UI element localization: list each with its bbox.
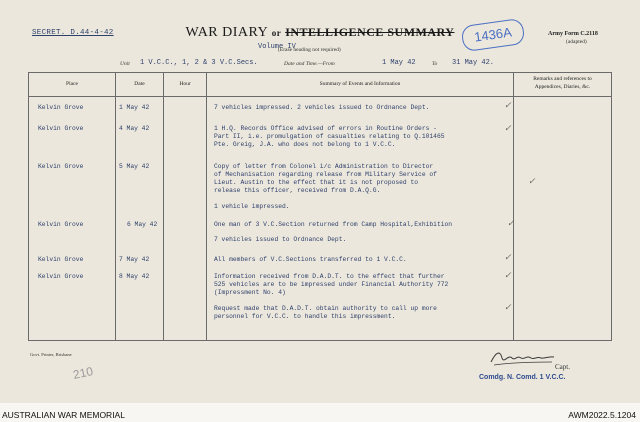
volume-label: Volume IV xyxy=(258,43,296,51)
unit-line xyxy=(0,58,640,70)
entry-place: Kelvin Grove xyxy=(38,125,84,132)
printer-imprint: Govt. Printer, Brisbane xyxy=(30,352,72,357)
entry-place: Kelvin Grove xyxy=(38,273,84,280)
pencil-tick-mark: ✓ xyxy=(504,252,512,262)
archive-stamp: 1436A xyxy=(460,18,525,52)
entry-summary-line: 1 H.Q. Records Office advised of errors in Routine Orders - xyxy=(214,125,437,132)
signature-rank: Capt. xyxy=(555,363,570,371)
col-header-remarks-1: Remarks and references to xyxy=(533,76,592,82)
entry-summary-line: 1 vehicle impressed. xyxy=(214,203,290,210)
entry-summary-line: One man of 3 V.C.Section returned from Camp Hospital,Exhibition xyxy=(214,221,453,228)
entry-summary-line: Request made that D.A.D.T. obtain authority to call up more xyxy=(214,305,437,312)
col-rule-summary xyxy=(206,72,207,340)
entry-date: 1 May 42 xyxy=(119,104,150,111)
title-intelligence-summary: INTELLIGENCE SUMMARY xyxy=(285,25,455,39)
form-title xyxy=(0,25,640,41)
entry-summary-line: Part II, i.e. promulgation of casualties relating to Q.101465 xyxy=(214,133,445,140)
pencil-tick-mark: ✓ xyxy=(528,176,536,186)
handwritten-signature xyxy=(488,346,558,368)
entry-summary-line: Pte. Greig, J.A. who does not belong to 1 V.C.C. xyxy=(214,141,396,148)
entry-place: Kelvin Grove xyxy=(38,221,84,228)
date-label: Date and Time.—From xyxy=(284,61,335,67)
pencil-tick-mark: ✓ xyxy=(504,100,512,110)
archive-credit: AUSTRALIAN WAR MEMORIAL xyxy=(2,410,125,420)
date-from-value: 1 May 42 xyxy=(382,59,416,67)
entry-place: Kelvin Grove xyxy=(38,163,84,170)
pencil-tick-mark: ✓ xyxy=(504,123,512,133)
pencil-page-number: 210 xyxy=(71,364,95,382)
unit-value: 1 V.C.C., 1, 2 & 3 V.C.Secs. xyxy=(140,59,258,67)
army-form-number: Army Form C.2118 xyxy=(548,31,598,37)
entry-summary-line: 7 vehicles issued to Ordnance Dept. xyxy=(214,236,347,243)
col-rule-remarks xyxy=(513,72,514,340)
pencil-tick-mark: ✓ xyxy=(504,302,512,312)
col-header-hour: Hour xyxy=(179,81,191,87)
erase-heading-note: (Erase heading not required) xyxy=(278,47,341,53)
entry-summary-line: 7 vehicles impressed. 2 vehicles issued to Ordnance Dept. xyxy=(214,104,430,111)
entry-summary-line: 525 vehicles are to be impressed under Financial Authority 772 xyxy=(214,281,449,288)
pencil-tick-mark: ✓ xyxy=(507,218,515,228)
date-to-value: 31 May 42. xyxy=(452,59,495,67)
entry-date: 4 May 42 xyxy=(119,125,150,132)
entry-summary-line: All members of V.C.Sections transferred to 1 V.C.C. xyxy=(214,256,407,263)
entry-place: Kelvin Grove xyxy=(38,104,84,111)
table-left-rule xyxy=(28,72,29,340)
col-rule-date xyxy=(115,72,116,340)
secret-reference: SECRET. D.44-4-42 xyxy=(32,29,114,37)
entry-date: 8 May 42 xyxy=(119,273,150,280)
unit-label: Unit xyxy=(120,61,130,67)
title-war-diary: WAR DIARY xyxy=(185,25,268,40)
col-header-summary: Summary of Events and Information xyxy=(319,81,401,87)
entry-summary-line: release this officer, received from D.A.Q.G. xyxy=(214,187,381,194)
entry-date: 6 May 42 xyxy=(127,221,158,228)
date-to-label: To xyxy=(432,61,438,67)
entry-date: 5 May 42 xyxy=(119,163,150,170)
entry-summary-line: Copy of letter from Colonel i/c Administration to Director xyxy=(214,163,434,170)
table-bottom-rule xyxy=(28,340,612,341)
commanding-officer-stamp: Comdg. N. Comd. 1 V.C.C. xyxy=(479,374,566,381)
adapted-note: (adapted) xyxy=(566,39,587,45)
col-rule-hour xyxy=(163,72,164,340)
col-header-date: Date xyxy=(134,81,145,87)
entry-summary-line: personnel for V.C.C. to handle this impressment. xyxy=(214,313,396,320)
entry-summary-line: of Mechanisation regarding release from Military Service of xyxy=(214,171,437,178)
col-header-remarks-2: Appendices, Diaries, &c. xyxy=(534,84,591,90)
entry-summary-line: (Impressment No. 4) xyxy=(214,289,286,296)
pencil-tick-mark: ✓ xyxy=(504,270,512,280)
table-right-rule xyxy=(611,72,612,340)
title-or: or xyxy=(271,28,282,38)
entry-place: Kelvin Grove xyxy=(38,256,84,263)
entry-summary-line: Information received from D.A.D.T. to the effect that further xyxy=(214,273,445,280)
entry-date: 7 May 42 xyxy=(119,256,150,263)
col-header-place: Place xyxy=(66,81,78,87)
entry-summary-line: Lieut. Austin to the effect that it is not proposed to xyxy=(214,179,419,186)
archive-reference-id: AWM2022.5.1204 xyxy=(568,410,636,420)
